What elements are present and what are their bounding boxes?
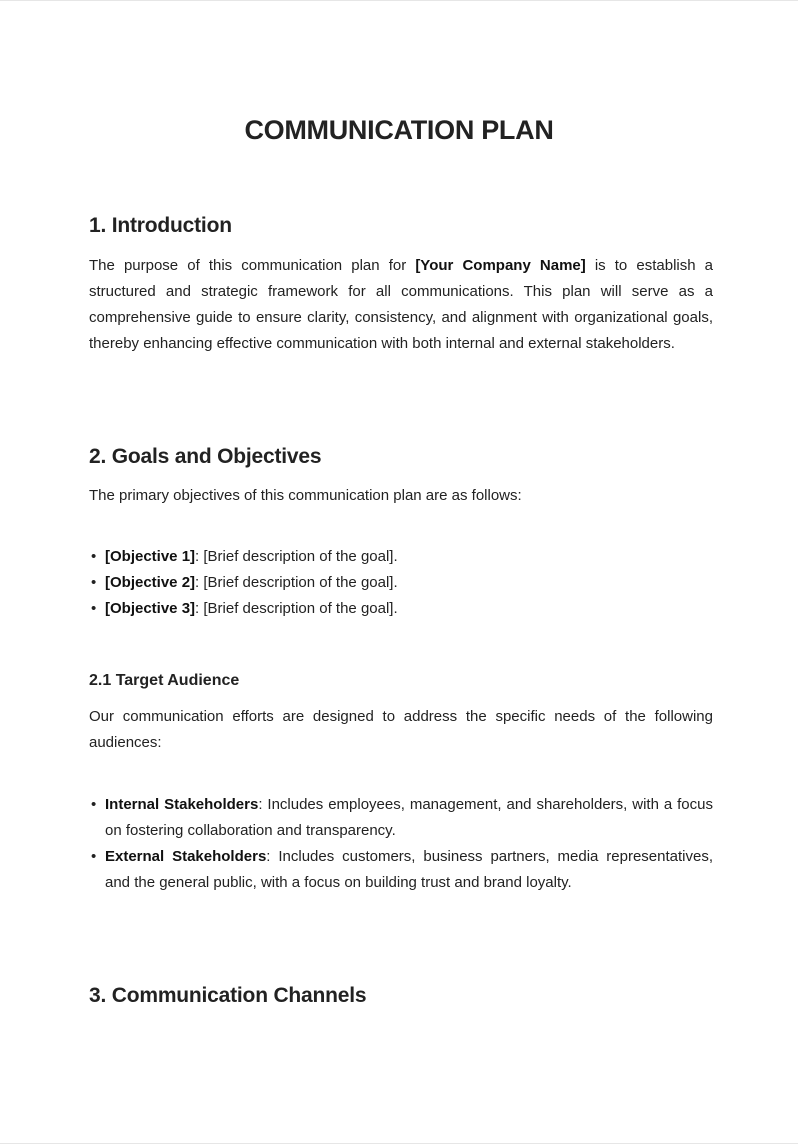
item-label: Internal Stakeholders bbox=[105, 796, 259, 813]
intro-paragraph bbox=[89, 253, 713, 357]
intro-text: is to establish a structured and strategic framework for all communications. This plan will serve as a comprehensive guide to ensure clarity, consistency, and alignment with organizational goals, thereby enhancing effective communication with both internal and external stakeholders. bbox=[89, 257, 714, 352]
audience-list bbox=[89, 792, 713, 896]
section-heading: 3. Communication Channels bbox=[89, 984, 367, 1007]
item-text: : [Brief description of the goal]. bbox=[195, 574, 398, 591]
section-heading: 2. Goals and Objectives bbox=[89, 445, 322, 468]
company-placeholder: [Your Company Name] bbox=[415, 257, 586, 274]
section-introduction bbox=[89, 213, 713, 357]
list-item bbox=[89, 596, 713, 622]
item-text: : Includes customers, business partners, media representatives, and the general public, with a focus on building trust and brand loyalty. bbox=[105, 848, 713, 891]
list-item bbox=[89, 544, 713, 570]
list-item bbox=[89, 844, 713, 896]
item-text: : Includes employees, management, and shareholders, with a focus on fostering collaboration and transparency. bbox=[105, 796, 713, 839]
document-title: COMMUNICATION PLAN bbox=[244, 115, 554, 145]
list-item bbox=[89, 570, 713, 596]
item-label: External Stakeholders bbox=[105, 848, 267, 865]
audience-lead: Our communication efforts are designed to address the specific needs of the following audiences: bbox=[89, 708, 713, 751]
intro-text: The purpose of this communication plan for bbox=[89, 257, 416, 274]
section-channels bbox=[89, 983, 713, 1009]
item-label: [Objective 1] bbox=[105, 548, 196, 565]
goals-lead: The primary objectives of this communication plan are as follows: bbox=[89, 487, 522, 504]
objectives-list bbox=[89, 544, 713, 622]
section-heading: 1. Introduction bbox=[89, 214, 232, 237]
section-goals bbox=[89, 444, 713, 622]
item-label: [Objective 2] bbox=[105, 574, 196, 591]
section-target-audience bbox=[89, 670, 713, 896]
item-text: : [Brief description of the goal]. bbox=[195, 548, 398, 565]
list-item bbox=[89, 792, 713, 844]
item-text: : [Brief description of the goal]. bbox=[195, 600, 398, 617]
subsection-heading: 2.1 Target Audience bbox=[89, 672, 240, 689]
item-label: [Objective 3] bbox=[105, 600, 196, 617]
